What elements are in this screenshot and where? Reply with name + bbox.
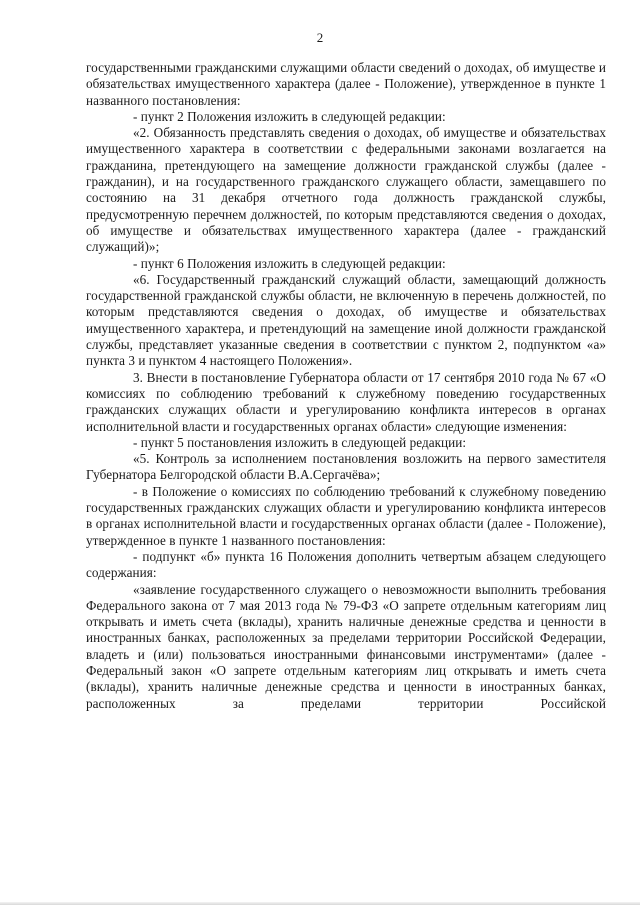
paragraph-amendment-point-6: - пункт 6 Положения изложить в следующей редакции: [133, 255, 446, 271]
paragraph-commission-regulation: - в Положение о комиссиях по соблюдению требований к служебному поведению государственных гражданских служащих области и урегулированию конфликта интересов в органах исполнительной власти и государственных органах области (далее - Положение), утвержденное в пункте 1 названного постановления: [86, 483, 606, 548]
paragraph-point-5-text: «5. Контроль за исполнением постановления возложить на первого заместителя Губернатора Белгородской области В.А.Сергачёва»; [86, 451, 606, 483]
document-body [86, 60, 606, 712]
paragraph-continuation: государственными гражданскими служащими области сведений о доходах, об имуществе и обязательствах имущественного характера (далее - Положение), утвержденное в пункте 1 названного постановления: [86, 60, 606, 108]
page-number: 2 [316, 30, 324, 45]
paragraph-amendment-point-2: - пункт 2 Положения изложить в следующей редакции: [133, 108, 446, 124]
paragraph-statement-text: «заявление государственного служащего о невозможности выполнить требования Федерального закона от 7 мая 2013 года № 79-ФЗ «О запрете отдельным категориям лиц открывать и иметь счета (вклады), хранить наличные денежные средства и ценности в иностранных банках, расположенных за пределами территории Российской Федерации, владеть и (или) пользоваться иностранными финансовыми инструментами» (далее - Федеральный закон «О запрете отдельным категориям лиц открывать и иметь счета (вклады), хранить наличные денежные средства и ценности в иностранных банках, расположенных за пределами территории Российской [86, 581, 606, 711]
paragraph-point-2-text: «2. Обязанность представлять сведения о доходах, об имуществе и обязательствах имущественного характера в соответствии с федеральными законами возлагается на гражданина, претендующего на замещение должности гражданской службы (далее - гражданин), и на государственного гражданского служащего области, замещавшего по состоянию на 31 декабря отчетного года должность гражданской службы, предусмотренную перечнем должностей, по которым представляются сведения о доходах, об имуществе и обязательствах имущественного характера (далее - гражданский служащий)»; [86, 125, 606, 255]
paragraph-item-3: 3. Внести в постановление Губернатора области от 17 сентября 2010 года № 67 «О комиссиях по соблюдению требований к служебному поведению государственных гражданских служащих области и урегулированию конфликта интересов в органах исполнительной власти и государственных органах области» следующие изменения: [86, 369, 606, 434]
paragraph-point-6-text: «6. Государственный гражданский служащий области, замещающий должность государственной гражданской службы области, не включенную в перечень должностей, по которым представляются сведения о доходах, об имуществе и обязательствах имущественного характера, и претендующий на замещение иной должности гражданской службы, представляет указанные сведения в соответствии с пунктом 2, подпунктом «а» пункта 3 и пунктом 4 настоящего Положения». [86, 271, 606, 369]
paragraph-subpoint-b: - подпункт «б» пункта 16 Положения дополнить четвертым абзацем следующего содержания: [86, 548, 606, 581]
paragraph-amendment-point-5: - пункт 5 постановления изложить в следующей редакции: [133, 434, 467, 450]
